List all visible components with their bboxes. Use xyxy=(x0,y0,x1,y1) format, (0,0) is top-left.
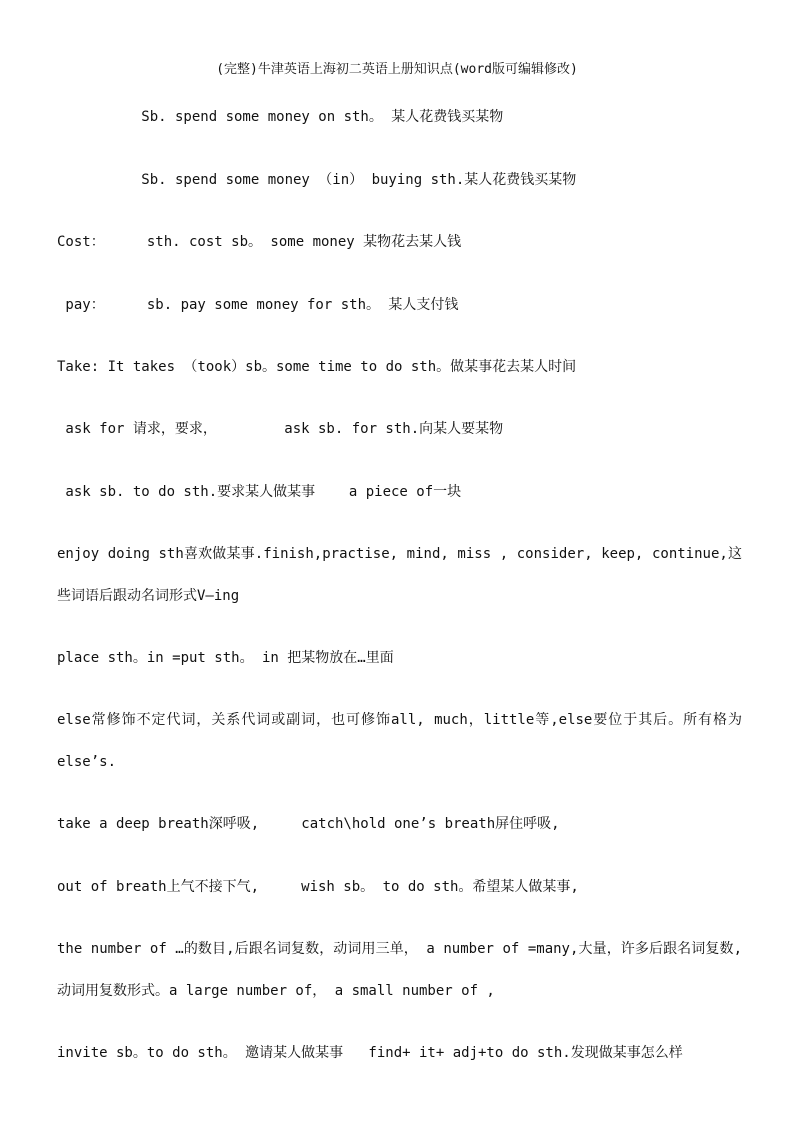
text-line-cost: Cost： sth. cost sb。 some money 某物花去某人钱 xyxy=(57,234,462,250)
page-header-title: (完整)牛津英语上海初二英语上册知识点(word版可编辑修改) xyxy=(216,62,578,77)
text-paragraph-enjoy-doing: enjoy doing sth喜欢做某事.finish,practise, mind, miss , consider, keep, continue,这些词语后跟动名词形式V—ing xyxy=(57,546,742,604)
text-line-take: Take: It takes （took）sb。some time to do sth。做某事花去某人时间 xyxy=(57,359,577,375)
text-paragraph-number-of: the number of …的数目,后跟名词复数，动词用三单， a number of =many,大量，许多后跟名词复数,动词用复数形式。a large number of， a small number of , xyxy=(57,941,742,999)
text-line-spend-on: Sb. spend some money on sth。 某人花费钱买某物 xyxy=(57,109,504,125)
text-paragraph-else: else常修饰不定代词，关系代词或副词，也可修饰all, much，little等,else要位于其后。所有格为else’s. xyxy=(57,712,742,770)
text-line-ask-to-do: ask sb. to do sth.要求某人做某事 a piece of一块 xyxy=(57,484,462,500)
text-line-spend-in-buying: Sb. spend some money （in） buying sth.某人花费钱买某物 xyxy=(57,172,577,188)
text-line-place: place sth。in =put sth。 in 把某物放在…里面 xyxy=(57,650,394,666)
text-line-invite: invite sb。to do sth。 邀请某人做某事 find+ it+ adj+to do sth.发现做某事怎么样 xyxy=(57,1045,683,1061)
text-line-ask-for: ask for 请求，要求， ask sb. for sth.向某人要某物 xyxy=(57,421,504,437)
text-line-breath: take a deep breath深呼吸, catch\hold one’s breath屏住呼吸, xyxy=(57,816,560,832)
text-line-out-of-breath: out of breath上气不接下气, wish sb。 to do sth。希望某人做某事, xyxy=(57,879,579,895)
text-line-pay: pay： sb. pay some money for sth。 某人支付钱 xyxy=(57,297,459,313)
